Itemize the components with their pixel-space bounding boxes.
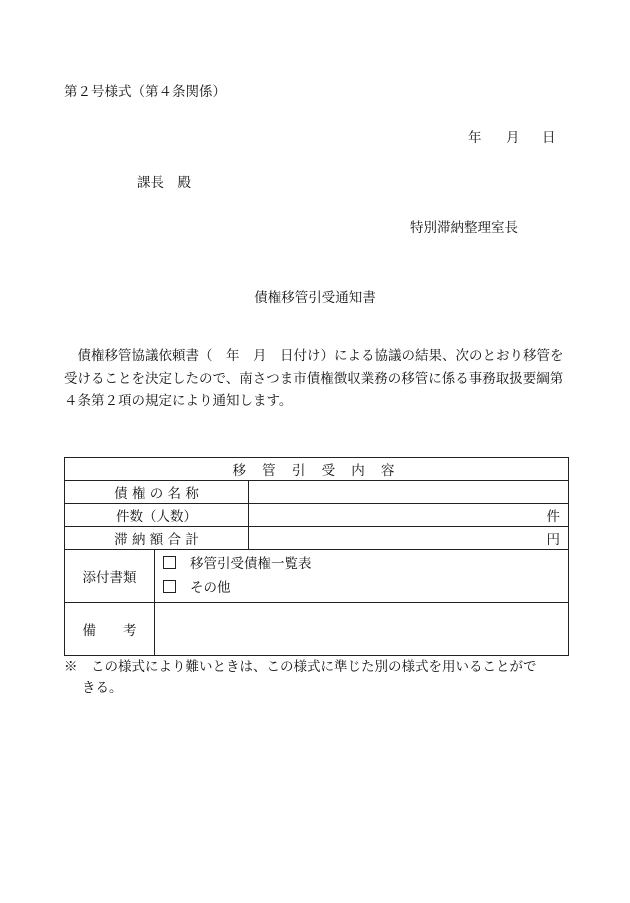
attachments-cell	[155, 550, 569, 603]
table-header: 移管引受内容	[65, 458, 569, 481]
form-number-label: 第２号様式（第４条関係）	[64, 84, 226, 100]
attachment-option-label: その他	[190, 580, 231, 596]
attachment-option-list[interactable]	[163, 552, 562, 576]
footnote-line: ※ この様式により難いときは、この様式に準じた別の様式を用いることがで	[64, 659, 537, 675]
remarks-value[interactable]	[155, 603, 569, 656]
checkbox-icon[interactable]	[163, 580, 176, 593]
table-row	[65, 550, 569, 603]
count-label: 件数（人数）	[65, 504, 249, 527]
claim-name-value[interactable]	[249, 481, 569, 504]
remarks-label: 備 考	[65, 603, 155, 656]
attachments-label: 添付書類	[65, 550, 155, 603]
total-label: 滞 納 額 合 計	[65, 527, 249, 550]
footnote-line: きる。	[82, 680, 123, 696]
claim-name-label: 債 権 の 名 称	[65, 481, 249, 504]
transfer-content-table	[64, 457, 569, 656]
date-month: 月	[506, 130, 520, 146]
table-row	[65, 603, 569, 656]
total-unit: 円	[546, 532, 560, 548]
table-header-row	[65, 458, 569, 481]
sender: 特別滞納整理室長	[410, 220, 518, 236]
table-row	[65, 527, 569, 550]
count-unit: 件	[546, 509, 560, 525]
total-value[interactable]	[249, 527, 569, 550]
checkbox-icon[interactable]	[163, 556, 176, 569]
count-value[interactable]	[249, 504, 569, 527]
footnote	[64, 657, 579, 699]
date-year: 年	[468, 130, 482, 146]
document-title: 債権移管引受通知書	[254, 290, 376, 306]
date-day: 日	[542, 130, 556, 146]
table-row	[65, 481, 569, 504]
body-paragraph: 債権移管協議依頼書（ 年 月 日付け）による協議の結果、次のとおり移管を受けることを決定したので、南さつま市債権徴収業務の移管に係る事務取扱要綱第４条第２項の規定により通知します。	[64, 348, 564, 409]
addressee: 課長 殿	[137, 175, 191, 191]
attachment-option-other[interactable]	[163, 576, 562, 600]
attachment-option-label: 移管引受債権一覧表	[190, 556, 312, 572]
date-line	[468, 126, 556, 146]
table-row	[65, 504, 569, 527]
